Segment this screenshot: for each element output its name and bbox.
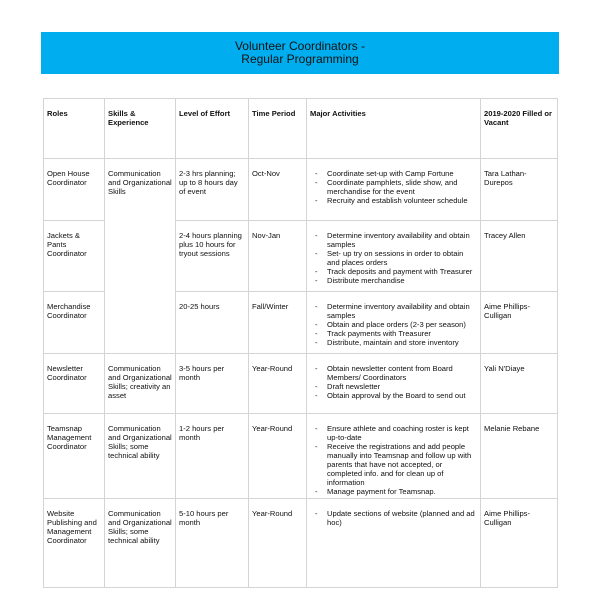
activities-list [310,364,477,400]
activity-item: - Manage payment for Teamsnap. [327,487,477,496]
period-cell: Year-Round [249,414,307,499]
activities-list [310,302,477,347]
activity-item: - Track payments with Treasurer [327,329,477,338]
period-cell: Year-Round [249,499,307,588]
filled-cell: Aime Phillips-Culligan [481,499,558,588]
title-banner [41,32,559,74]
title-line-2: Regular Programming [241,52,359,66]
activities-list [310,169,477,205]
activity-item: - Update sections of website (planned and ad hoc) [327,509,477,527]
filled-cell: Tara Lathan-Durepos [481,159,558,221]
effort-cell: 2-3 hrs planning; up to 8 hours day of event [176,159,249,221]
activity-item: - Determine inventory availability and obtain samples [327,231,477,249]
effort-cell: 3-5 hours per month [176,354,249,414]
activities-cell [307,354,481,414]
header-period: Time Period [249,99,307,159]
period-cell: Fall/Winter [249,292,307,354]
activities-list [310,231,477,285]
activity-item: - Set- up try on sessions in order to obtain and places orders [327,249,477,267]
role-cell: Merchandise Coordinator [44,292,105,354]
effort-cell: 1-2 hours per month [176,414,249,499]
skills-cell: Communication and Organizational Skills; creativity an asset [105,354,176,414]
table-row [44,499,558,588]
table-row [44,354,558,414]
activities-list [310,509,477,527]
header-skills: Skills & Experience [105,99,176,159]
filled-cell: Yali N'Diaye [481,354,558,414]
activity-item: - Distribute, maintain and store inventory [327,338,477,347]
filled-cell: Melanie Rebane [481,414,558,499]
activity-item: - Ensure athlete and coaching roster is kept up-to-date [327,424,477,442]
activities-cell [307,221,481,292]
period-cell: Nov-Jan [249,221,307,292]
filled-cell: Tracey Allen [481,221,558,292]
header-activities: Major Activities [307,99,481,159]
activity-item: - Receive the registrations and add people manually into Teamsnap and follow up with parents that have not accepted, or completed info. and for clean up of information [327,442,477,487]
activity-item: - Track deposits and payment with Treasurer [327,267,477,276]
role-cell: Website Publishing and Management Coordinator [44,499,105,588]
header-filled: 2019-2020 Filled or Vacant [481,99,558,159]
role-cell: Teamsnap Management Coordinator [44,414,105,499]
effort-cell: 5-10 hours per month [176,499,249,588]
effort-cell: 2-4 hours planning plus 10 hours for tryout sessions [176,221,249,292]
activity-item: - Determine inventory availability and obtain samples [327,302,477,320]
header-roles: Roles [44,99,105,159]
title-line-1: Volunteer Coordinators - [234,39,366,53]
role-cell: Jackets & Pants Coordinator [44,221,105,292]
skills-cell: Communication and Organizational Skills; some technical ability [105,499,176,588]
filled-cell: Aime Phillips-Culligan [481,292,558,354]
period-cell: Year-Round [249,354,307,414]
effort-cell: 20-25 hours [176,292,249,354]
activities-cell [307,414,481,499]
activities-cell [307,159,481,221]
activities-list [310,424,477,496]
skills-cell: Communication and Organizational Skills; some technical ability [105,414,176,499]
activity-item: - Obtain newsletter content from Board Members/ Coordinators [327,364,477,382]
role-cell: Newsletter Coordinator [44,354,105,414]
table-row [44,414,558,499]
activity-item: - Draft newsletter [327,382,477,391]
activity-item: - Recruity and establish volunteer schedule [327,196,477,205]
activity-item: - Obtain approval by the Board to send out [327,391,477,400]
activity-item: - Coordinate set-up with Camp Fortune [327,169,477,178]
role-cell: Open House Coordinator [44,159,105,221]
activities-cell [307,499,481,588]
header-effort: Level of Effort [176,99,249,159]
volunteer-table [43,98,558,588]
activity-item: - Obtain and place orders (2-3 per season) [327,320,477,329]
activity-item: - Coordinate pamphlets, slide show, and merchandise for the event [327,178,477,196]
activity-item: - Distribute merchandise [327,276,477,285]
period-cell: Oct-Nov [249,159,307,221]
table-row [44,159,558,221]
activities-cell [307,292,481,354]
skills-cell: Communication and Organizational Skills [105,159,176,354]
header-row [44,99,558,159]
